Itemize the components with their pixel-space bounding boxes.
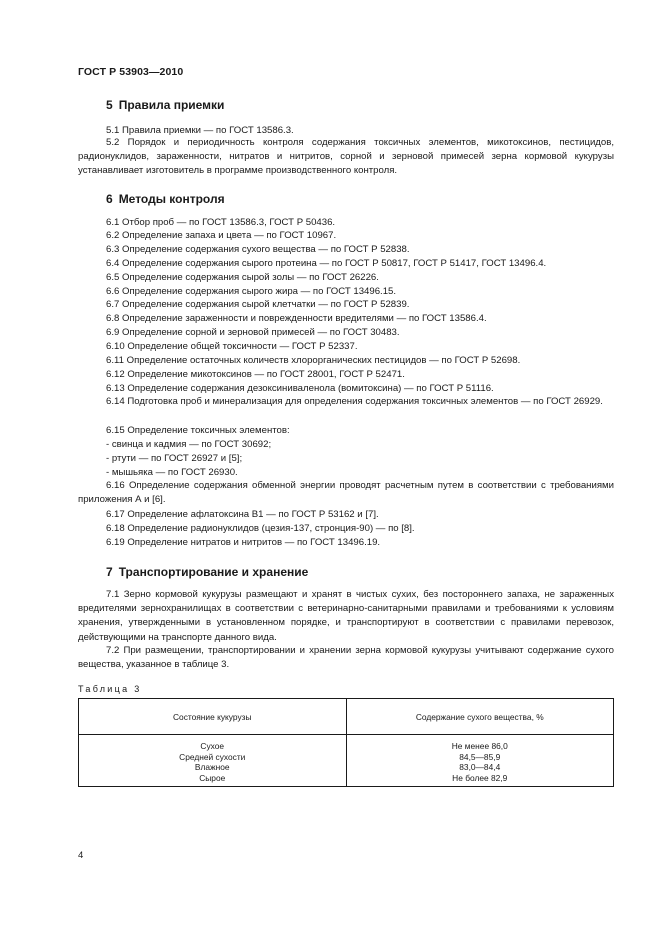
list-item: 6.19 Определение нитратов и нитритов — по ГОСТ 13496.19. [106,537,381,548]
table-cell: 83,0—84,4 [459,762,501,773]
section-number: 5 [106,98,113,112]
paragraph-7-2: 7.2 При размещении, транспортировании и хранении зерна кормовой кукурузы учитывают содержание сухого вещества, указанное в таблице 3. [78,645,614,671]
list-item: - ртути — по ГОСТ 26927 и [5]; [106,453,243,464]
section-title: Правила приемки [118,98,225,112]
section-6-heading [106,192,225,206]
paragraph-6-14: 6.14 Подготовка проб и минерализация для определения содержания токсичных элементов — по ГОСТ 26929. [106,396,603,407]
list-item: 6.1 Отбор проб — по ГОСТ 13586.3, ГОСТ Р 50436. [106,217,336,228]
state-cell [79,735,347,787]
paragraph-5-1: 5.1 Правила приемки — по ГОСТ 13586.3. [106,125,294,136]
list-item: 6.4 Определение содержания сырого протеина — по ГОСТ Р 50817, ГОСТ Р 51417, ГОСТ 13496.4. [106,258,547,269]
list-item: 6.7 Определение содержания сырой клетчатки — по ГОСТ Р 52839. [106,299,410,310]
paragraph-7-1: 7.1 Зерно кормовой кукурузы размещают и хранят в чистых сухих, без постороннего запаха, не зараженных вредителями зернохранилищах в соответствии с ветеринарно-санитарными правилами и требованиями к условиям хранения, утвержденными в установленном порядке, и транспортируют в соответствии с правилами перевозок, действующими на транспорте данного вида. [78,589,614,643]
section-title: Методы контроля [118,192,225,206]
paragraph-6-16: 6.16 Определение содержания обменной энергии проводят расчетным путем в соответствии с требованиями приложения А и [6]. [78,480,614,506]
list-item: 6.10 Определение общей токсичности — ГОСТ Р 52337. [106,341,358,352]
page-number: 4 [78,850,84,861]
section-number: 6 [106,192,113,206]
document-code: ГОСТ Р 53903—2010 [78,66,184,78]
section-title: Транспортирование и хранение [118,565,309,579]
list-item: 6.8 Определение зараженности и поврежденности вредителями — по ГОСТ 13586.4. [106,313,487,324]
section-7-heading [106,565,308,579]
list-item: 6.9 Определение сорной и зерновой примесей — по ГОСТ 30483. [106,327,400,338]
table-caption: Таблица 3 [78,684,142,694]
list-item: 6.17 Определение афлатоксина В1 — по ГОСТ Р 53162 и [7]. [106,509,379,520]
list-item: - свинца и кадмия — по ГОСТ 30692; [106,439,272,450]
list-item: 6.6 Определение содержания сырого жира — по ГОСТ 13496.15. [106,286,397,297]
list-item: 6.5 Определение содержания сырой золы — по ГОСТ 26226. [106,272,379,283]
table-header-row [79,699,614,735]
list-item: 6.2 Определение запаха и цвета — по ГОСТ 10967. [106,230,337,241]
table-cell: Не менее 86,0 [451,741,508,751]
section-5-heading [106,98,224,112]
list-item: 6.15 Определение токсичных элементов: [106,425,290,436]
column-header-dry-matter: Содержание сухого вещества, % [346,699,614,735]
table-row [79,735,614,787]
table-cell: Средней сухости [179,751,246,762]
section-number: 7 [106,565,113,579]
list-item: 6.11 Определение остаточных количеств хлорорганических пестицидов — по ГОСТ Р 52698. [106,355,521,366]
paragraph-5-2: 5.2 Порядок и периодичность контроля содержания токсичных элементов, микотоксинов, пестицидов, радионуклидов, зараженности, нитратов и нитритов, сорной и зерновой примесей зерна кормовой кукурузы устанавливает изготовитель в программе производственного контроля. [78,137,614,177]
table-cell: Сырое [199,772,226,783]
list-item: 6.12 Определение микотоксинов — по ГОСТ 28001, ГОСТ Р 52471. [106,369,405,380]
list-item: 6.3 Определение содержания сухого вещества — по ГОСТ Р 52838. [106,244,410,255]
column-header-state: Состояние кукурузы [79,699,347,735]
table-cell: Сухое [200,741,225,751]
list-item: 6.18 Определение радионуклидов (цезия-137, стронция-90) — по [8]. [106,523,415,534]
value-cell [346,735,614,787]
list-item: 6.13 Определение содержания дезоксиниваленола (вомитоксина) — по ГОСТ Р 51116. [106,383,494,394]
table-cell: Влажное [194,762,230,773]
table-cell: Не более 82,9 [452,772,508,783]
table-3 [78,698,614,787]
table-cell: 84,5—85,9 [459,751,501,762]
list-item: - мышьяка — по ГОСТ 26930. [106,467,238,478]
